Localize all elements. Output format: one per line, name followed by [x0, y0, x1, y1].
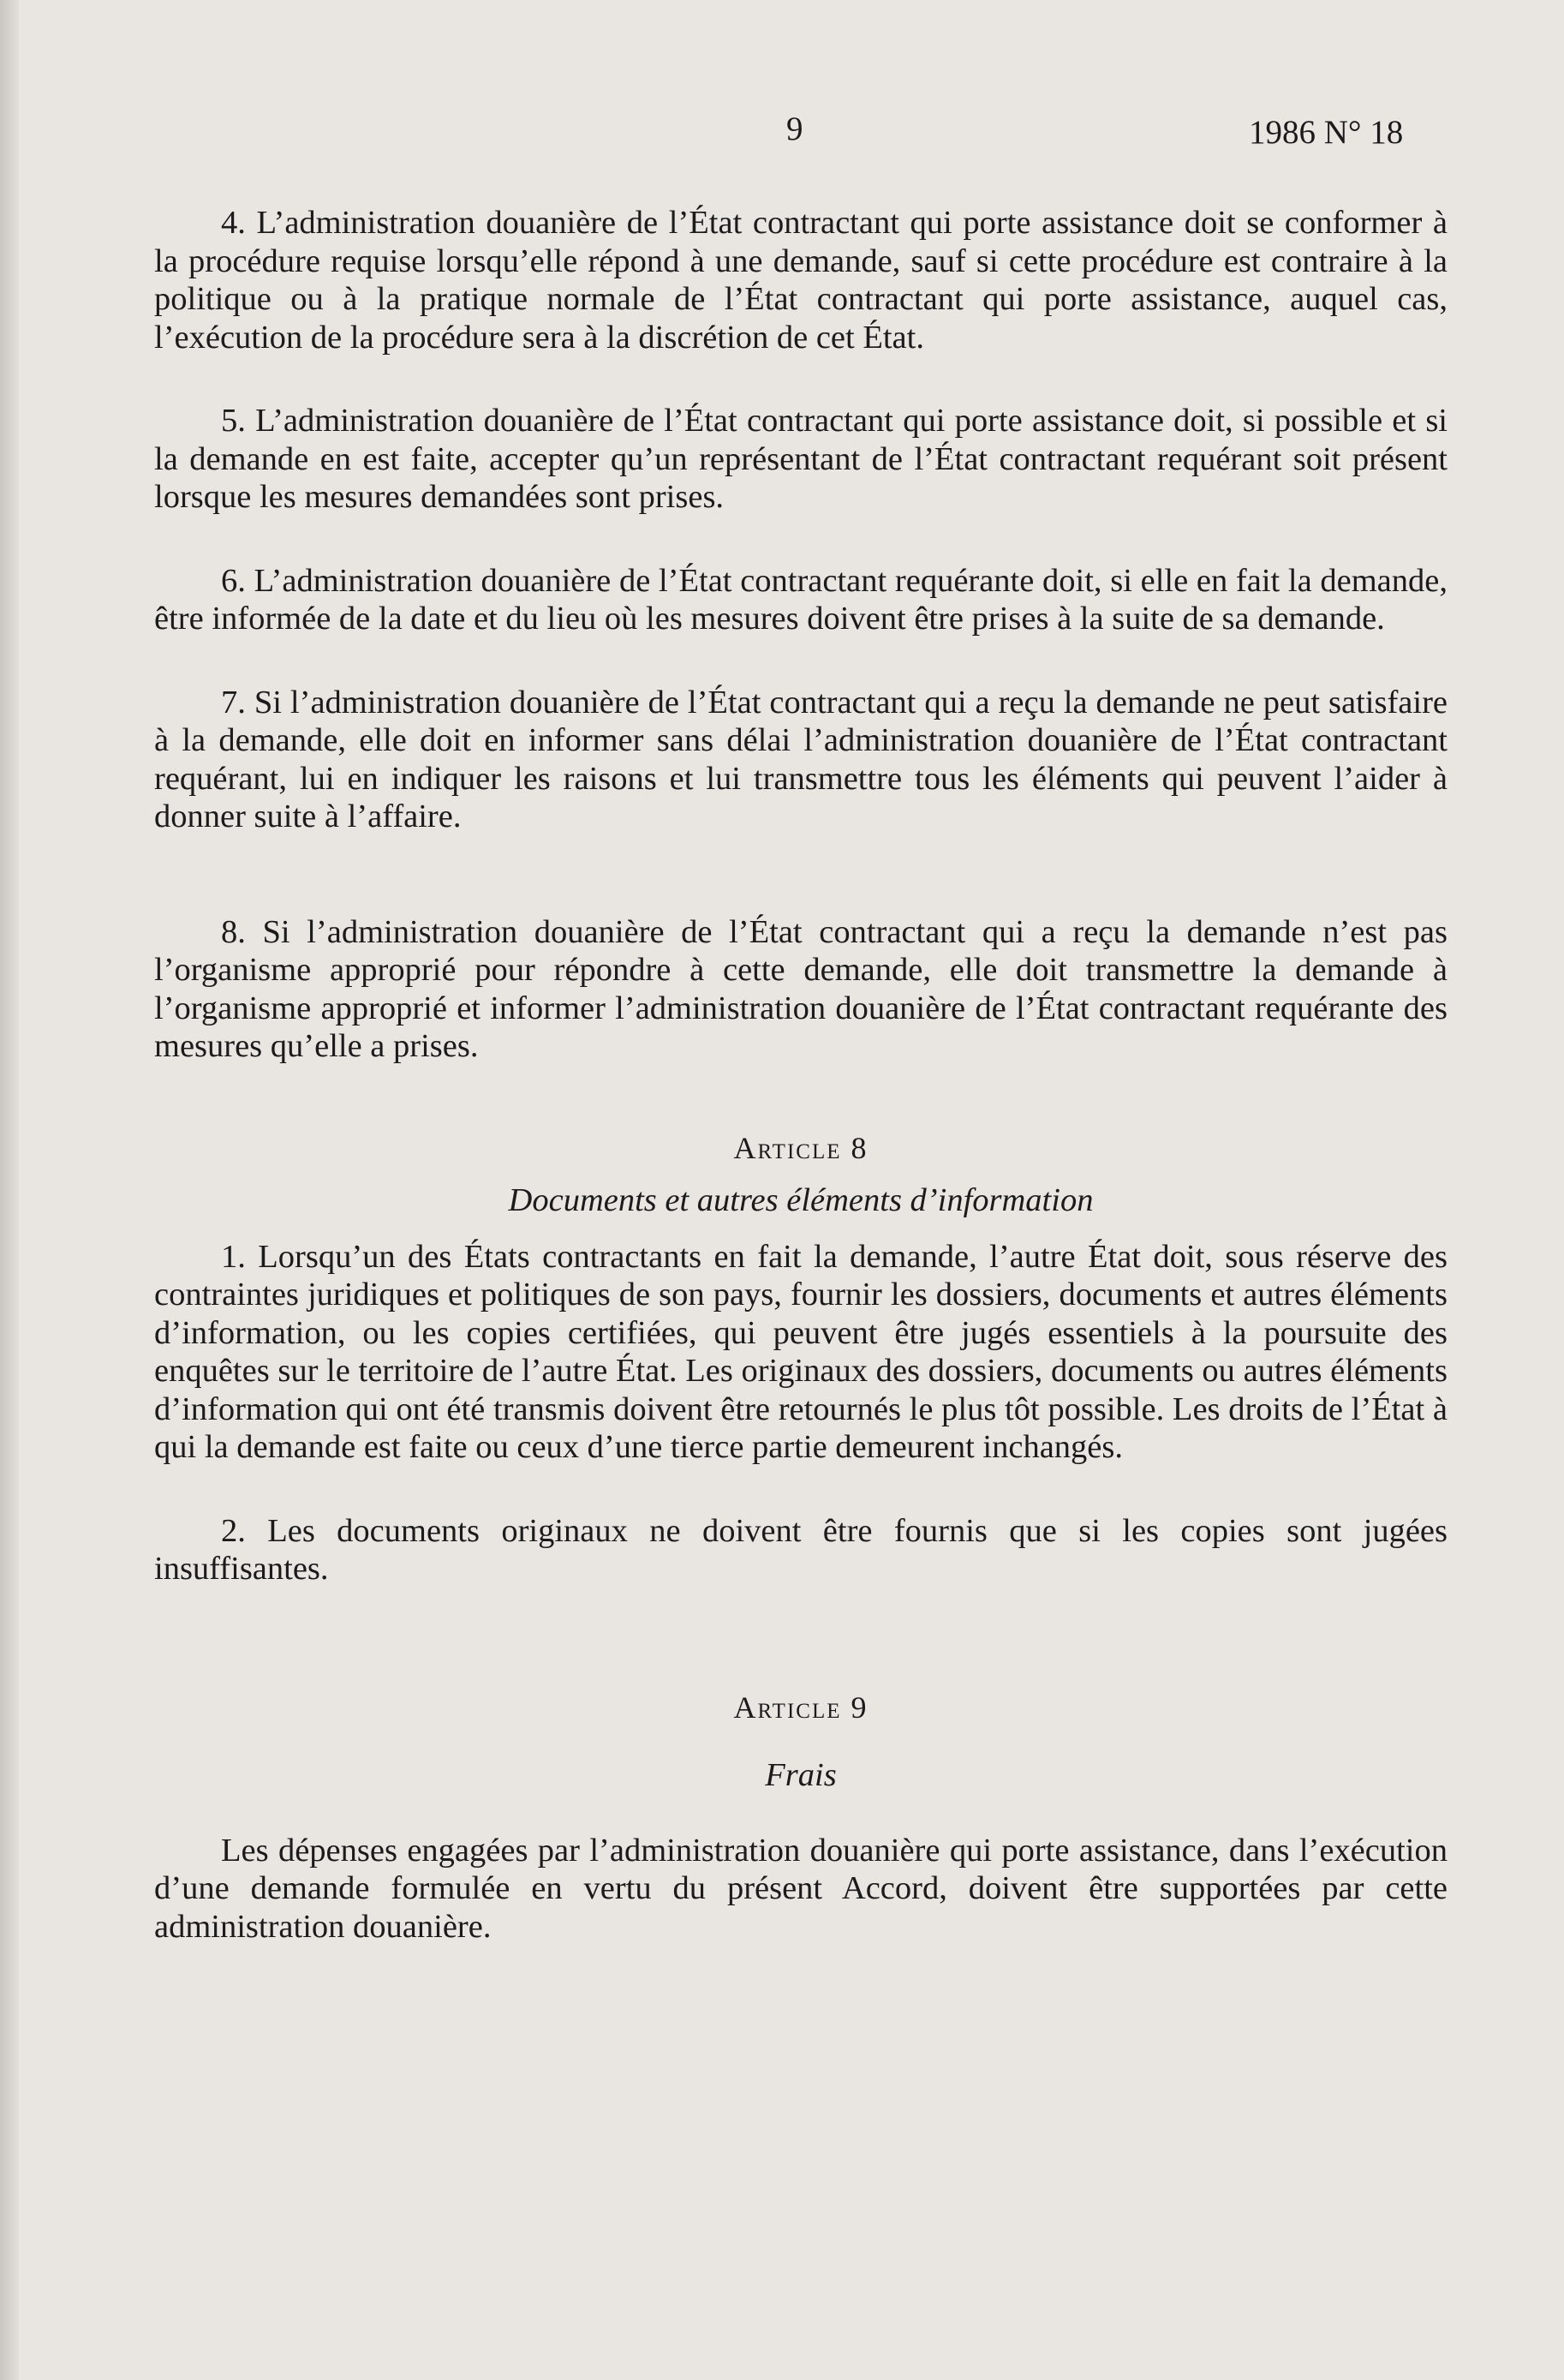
paragraph-8: 8. Si l’administration douanière de l’État contractant qui a reçu la demande n’est pas l’organisme approprié pour répondre à cette demande, elle doit transmettre la demande à l’organisme approprié et informer l’administration douanière de l’État contractant requérante des mesures qu’elle a prises. [154, 913, 1448, 1064]
paragraph-5: 5. L’administration douanière de l’État contractant qui porte assistance doit, si possible et si la demande en est faite, accepter qu’un représentant de l’État contractant requérant soit présent lorsque les mesures demandées sont prises. [154, 403, 1448, 515]
article-9-paragraph: Les dépenses engagées par l’administration douanière qui porte assistance, dans l’exécution d’une demande formulée en vertu du présent Accord, doivent être supportées par cette administration douanière. [154, 1832, 1448, 1945]
article-8-paragraph-2: 2. Les documents originaux ne doivent être fournis que si les copies sont jugées insuffisantes. [154, 1512, 1448, 1587]
paragraph-7: 7. Si l’administration douanière de l’État contractant qui a reçu la demande ne peut satisfaire à la demande, elle doit en informer sans délai l’administration douanière de l’État contractant requérant, lui en indiquer les raisons et lui transmettre tous les éléments qui peuvent l’aider à donner suite à l’affaire. [154, 684, 1448, 834]
series-reference: 1986 N° 18 [1249, 114, 1404, 151]
article-8-heading: Article 8 [733, 1130, 869, 1165]
document-body [154, 204, 1448, 1946]
page-number: 9 [786, 111, 803, 147]
paragraph-4: 4. L’administration douanière de l’État contractant qui porte assistance doit se conformer à la procédure requise lorsqu’elle répond à une demande, sauf si cette procédure est contraire à la politique ou à la pratique normale de l’État contractant qui porte assistance, auquel cas, l’exécution de la procédure sera à la discrétion de cet État. [154, 205, 1448, 356]
paragraph-6: 6. L’administration douanière de l’État contractant requérante doit, si elle en fait la demande, être informée de la date et du lieu où les mesures doivent être prises à la suite de sa demande. [154, 562, 1448, 637]
article-8-title: Documents et autres éléments d’information [508, 1181, 1094, 1218]
article-9-title: Frais [765, 1756, 837, 1793]
article-8-paragraph-1: 1. Lorsqu’un des États contractants en fait la demande, l’autre État doit, sous réserve des contraintes juridiques et politiques de son pays, fournir les dossiers, documents et autres éléments d’information, ou les copies certifiées, qui peuvent être jugés essentiels à la poursuite des enquêtes sur le territoire de l’autre État. Les originaux des dossiers, documents ou autres éléments d’information qui ont été transmis doivent être retournés le plus tôt possible. Les droits de l’État à qui la demande est faite ou ceux d’une tierce partie demeurent inchangés. [154, 1238, 1448, 1465]
article-9-heading: Article 9 [733, 1689, 869, 1725]
page-edge [0, 0, 19, 2380]
